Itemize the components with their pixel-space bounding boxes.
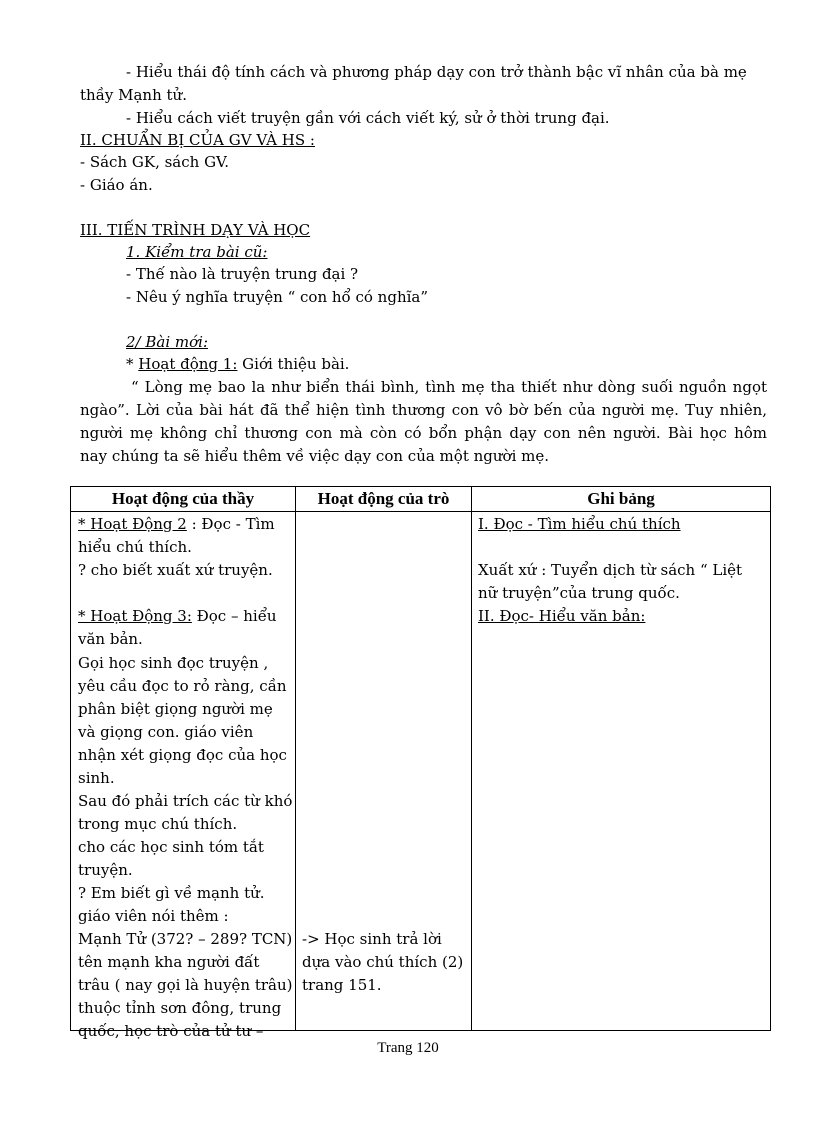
activity-1-line: * Hoạt động 1: Giới thiệu bài.	[126, 355, 350, 373]
activity-1-label: Hoạt động 1:	[138, 355, 238, 373]
new-lesson-title: 2/ Bài mới:	[126, 333, 209, 351]
teacher-line: ? cho biết xuất xứ truyện.	[78, 561, 273, 579]
intro-paragraph-line: “ Lòng mẹ bao la như biển thái bình, tình mẹ tha thiết như dòng suối nguồn ngọt	[131, 378, 767, 396]
activity-3-line: * Hoạt Động 3: Đọc – hiểu	[78, 607, 277, 625]
teacher-line: sinh.	[78, 769, 115, 787]
activity-2-label: * Hoạt Động 2	[78, 515, 187, 533]
teacher-line: yêu cầu đọc to rỏ ràng, cần	[78, 677, 287, 695]
board-cell	[472, 512, 771, 1031]
table-row	[71, 512, 771, 1031]
student-line: trang 151.	[302, 976, 382, 994]
teacher-line: hiểu chú thích.	[78, 538, 192, 556]
teacher-line: và giọng con. giáo viên	[78, 723, 254, 741]
teacher-line: ? Em biết gì về mạnh tử.	[78, 884, 265, 902]
teacher-line: trâu ( nay gọi là huyện trâu)	[78, 976, 293, 994]
objective-1: - Hiểu thái độ tính cách và phương pháp dạy con trở thành bậc vĩ nhân của bà mẹ	[126, 63, 747, 81]
intro-paragraph-line: nay chúng ta sẽ hiểu thêm về việc dạy con của một người mẹ.	[80, 447, 549, 465]
teacher-line: Sau đó phải trích các từ khó	[78, 792, 293, 810]
teacher-line: Mạnh Tử (372? – 289? TCN)	[78, 930, 293, 948]
intro-paragraph-line: người mẹ không chỉ thương con mà còn có bổn phận dạy con nên người. Bài học hôm	[80, 424, 767, 442]
objective-1-cont: thầy Mạnh tử.	[80, 86, 187, 104]
teacher-cell	[71, 512, 296, 1040]
objective-2: - Hiểu cách viết truyện gần với cách viết ký, sử ở thời trung đại.	[126, 109, 610, 127]
teacher-line: giáo viên nói thêm :	[78, 907, 229, 925]
activity-2-line: * Hoạt Động 2 : Đọc - Tìm	[78, 515, 275, 533]
board-source-line: nữ truyện”của trung quốc.	[478, 584, 680, 602]
teacher-line: trong mục chú thích.	[78, 815, 238, 833]
table-header-row	[71, 487, 771, 512]
review-question-1: - Thế nào là truyện trung đại ?	[126, 265, 359, 283]
teacher-line: Gọi học sinh đọc truyện ,	[78, 654, 269, 672]
student-line: -> Học sinh trả lời	[302, 930, 442, 948]
activity-3-label: * Hoạt Động 3:	[78, 607, 192, 625]
section-2-heading: II. CHUẨN BỊ CỦA GV VÀ HS :	[80, 131, 315, 149]
section-3-heading: III. TIẾN TRÌNH DẠY VÀ HỌC	[80, 221, 311, 239]
board-section-1: I. Đọc - Tìm hiểu chú thích	[478, 515, 681, 533]
teacher-line: tên mạnh kha người đất	[78, 953, 260, 971]
review-question-2: - Nêu ý nghĩa truyện “ con hổ có nghĩa”	[126, 288, 429, 306]
check-old-lesson-title: 1. Kiểm tra bài cũ:	[126, 243, 268, 261]
board-section-2: II. Đọc- Hiểu văn bản:	[478, 607, 646, 625]
lesson-table	[70, 486, 771, 1040]
header-teacher: Hoạt động của thầy	[71, 487, 296, 512]
teacher-line: phân biệt giọng người mẹ	[78, 700, 273, 718]
header-board: Ghi bảng	[472, 487, 771, 512]
teacher-line: truyện.	[78, 861, 133, 879]
header-student: Hoạt động của trò	[296, 487, 472, 512]
student-line: dựa vào chú thích (2)	[302, 953, 464, 971]
board-source-line: Xuất xứ : Tuyển dịch từ sách “ Liệt	[478, 561, 743, 579]
prep-item-1: - Sách GK, sách GV.	[80, 153, 230, 171]
intro-paragraph-line: ngào”. Lời của bài hát đã thể hiện tình thương con vô bờ bến của người mẹ. Tuy nhiên,	[80, 401, 767, 419]
teacher-line: nhận xét giọng đọc của học	[78, 746, 287, 764]
prep-item-2: - Giáo án.	[80, 176, 153, 194]
student-cell	[296, 512, 472, 1031]
teacher-line: văn bản.	[78, 630, 143, 648]
teacher-line: quốc, học trò của tử tư –	[78, 1022, 264, 1040]
teacher-line: cho các học sinh tóm tắt	[78, 838, 264, 856]
page-number: Trang 120	[377, 1040, 439, 1056]
teacher-line: thuộc tỉnh sơn đông, trung	[78, 999, 282, 1017]
